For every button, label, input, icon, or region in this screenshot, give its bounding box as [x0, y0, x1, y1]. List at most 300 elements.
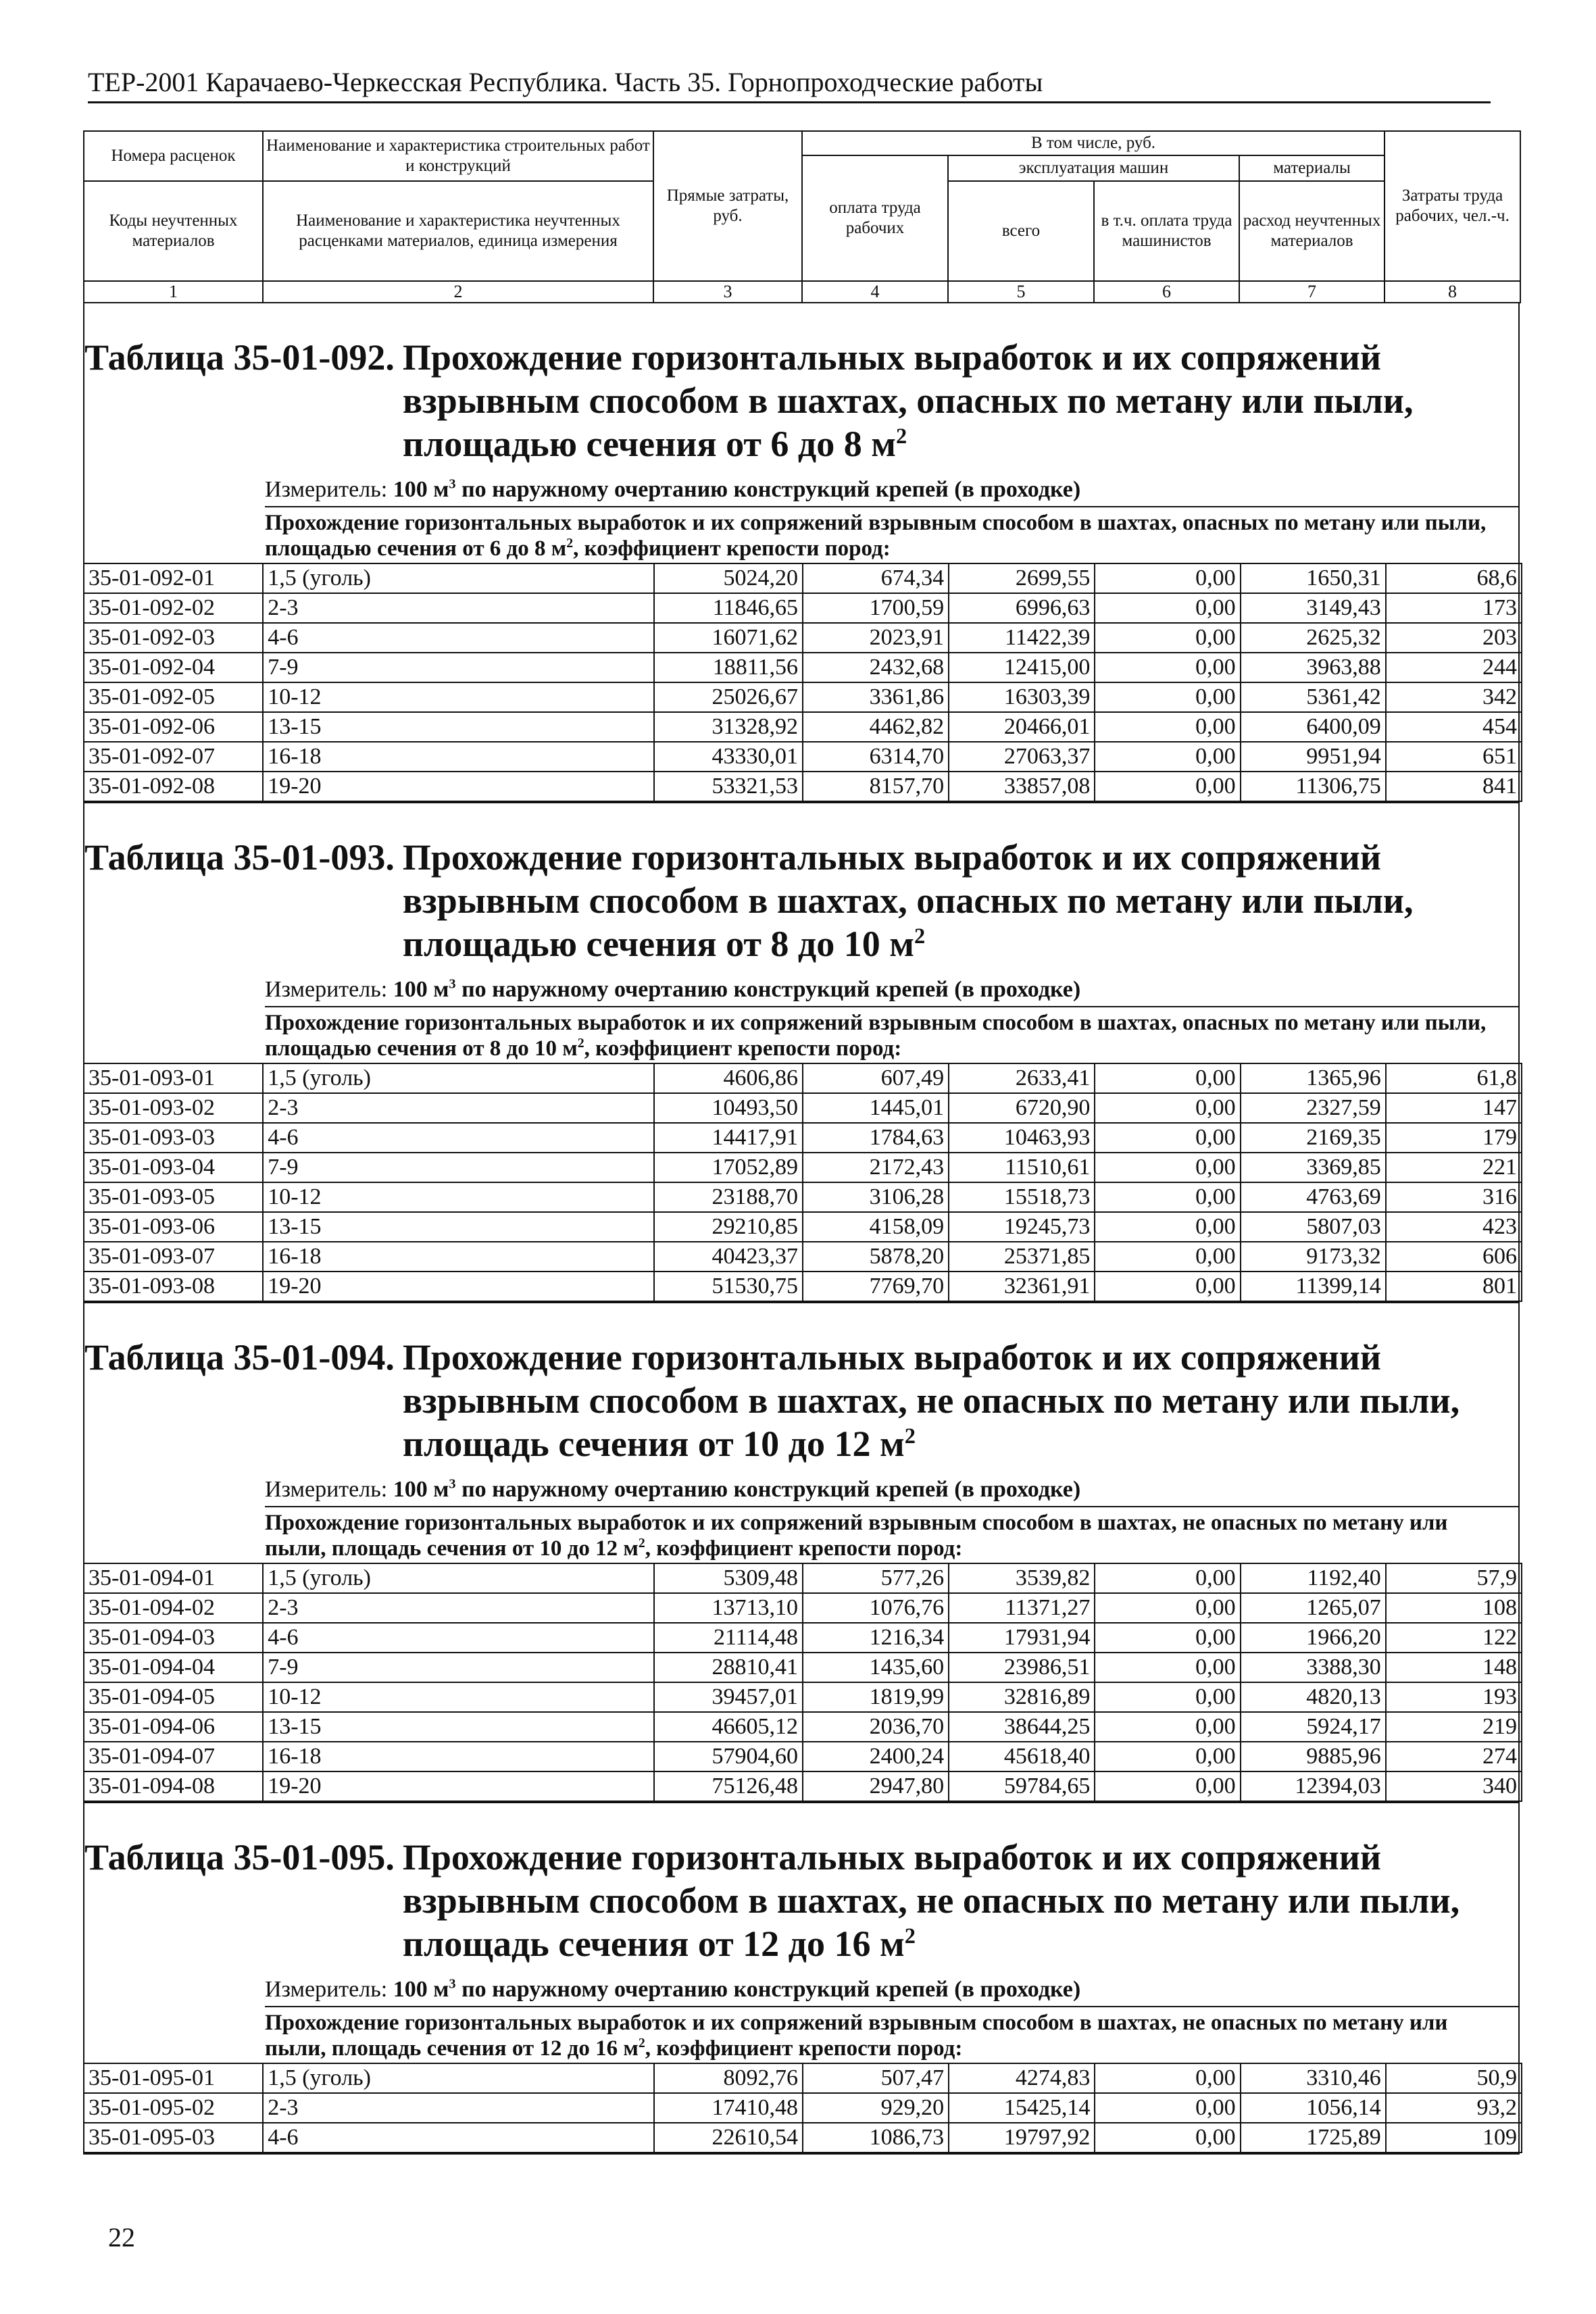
rock-hardness: 7-9 [263, 653, 654, 682]
value-cell: 18811,56 [654, 653, 803, 682]
col-header-machines: эксплуатация машин [948, 155, 1239, 181]
value-cell: 46605,12 [654, 1712, 803, 1742]
value-cell: 29210,85 [654, 1212, 803, 1242]
value-cell: 0,00 [1095, 712, 1240, 742]
rock-hardness: 2-3 [263, 2093, 654, 2123]
value-cell: 0,00 [1095, 682, 1240, 712]
value-cell: 6720,90 [949, 1093, 1095, 1123]
value-cell: 147 [1386, 1093, 1522, 1123]
value-cell: 6996,63 [949, 593, 1095, 623]
value-cell: 6400,09 [1241, 712, 1386, 742]
value-cell: 11422,39 [949, 623, 1095, 653]
table-row [84, 563, 1522, 593]
table-area: 8 до 10 $м^2$ [770, 924, 926, 964]
table-row [84, 1212, 1522, 1242]
value-cell: 0,00 [1095, 1712, 1240, 1742]
rock-hardness: 1,5 (уголь) [263, 2063, 654, 2093]
value-cell: 22610,54 [654, 2123, 803, 2153]
value-cell: 0,00 [1095, 1623, 1240, 1653]
value-cell: 10493,50 [654, 1093, 803, 1123]
value-cell: 340 [1386, 1771, 1522, 1801]
price-table-section [83, 1803, 1520, 2155]
rate-code: 35-01-092-07 [84, 742, 263, 772]
value-cell: 43330,01 [654, 742, 803, 772]
value-cell: 1265,07 [1241, 1593, 1386, 1623]
value-cell: 122 [1386, 1623, 1522, 1653]
value-cell: 21114,48 [654, 1623, 803, 1653]
value-cell: 61,8 [1386, 1063, 1522, 1093]
value-cell: 40423,37 [654, 1242, 803, 1272]
value-cell: 3106,28 [803, 1182, 949, 1212]
value-cell: 173 [1386, 593, 1522, 623]
value-cell: 0,00 [1095, 1093, 1240, 1123]
col-header-2-bottom: Наименование и характеристика неучтенных расценками материалов, единица измерения [263, 181, 653, 281]
value-cell: 57904,60 [654, 1742, 803, 1771]
price-table [83, 563, 1522, 802]
table-row [84, 742, 1522, 772]
value-cell: 0,00 [1095, 623, 1240, 653]
value-cell: 507,47 [803, 2063, 949, 2093]
rock-hardness: 1,5 (уголь) [263, 563, 654, 593]
value-cell: 2036,70 [803, 1712, 949, 1742]
rate-code: 35-01-093-02 [84, 1093, 263, 1123]
value-cell: 3369,85 [1241, 1153, 1386, 1182]
value-cell: 11846,65 [654, 593, 803, 623]
value-cell: 0,00 [1095, 1742, 1240, 1771]
col-header-1-bottom: Коды неучтенных материалов [84, 181, 263, 281]
col-header-6: в т.ч. оплата труда машинистов [1094, 181, 1239, 281]
value-cell: 4462,82 [803, 712, 949, 742]
value-cell: 39457,01 [654, 1682, 803, 1712]
table-number: Таблица 35-01-093. [84, 837, 395, 878]
col-number: 3 [653, 281, 802, 303]
value-cell: 607,49 [803, 1063, 949, 1093]
rock-hardness: 2-3 [263, 593, 654, 623]
value-cell: 606 [1386, 1242, 1522, 1272]
value-cell: 2699,55 [949, 563, 1095, 593]
rate-code: 35-01-092-05 [84, 682, 263, 712]
value-cell: 0,00 [1095, 742, 1240, 772]
value-cell: 19245,73 [949, 1212, 1095, 1242]
table-row [84, 2123, 1522, 2153]
value-cell: 674,34 [803, 563, 949, 593]
value-cell: 0,00 [1095, 1653, 1240, 1682]
table-number: Таблица 35-01-092. [84, 337, 395, 378]
value-cell: 2947,80 [803, 1771, 949, 1801]
table-title-text: Прохождение горизонтальных выработок и их сопряжений взрывным способом в шахтах, не опасных по метану или пыли, площадь сечения от 10 до 12 $м^2$ [402, 1337, 1460, 1464]
value-cell: 16071,62 [654, 623, 803, 653]
value-cell: 32816,89 [949, 1682, 1095, 1712]
value-cell: 0,00 [1095, 1563, 1240, 1593]
col-number: 4 [802, 281, 948, 303]
value-cell: 651 [1386, 742, 1522, 772]
value-cell: 2400,24 [803, 1742, 949, 1771]
value-cell: 1784,63 [803, 1123, 949, 1153]
rate-code: 35-01-092-08 [84, 772, 263, 801]
value-cell: 342 [1386, 682, 1522, 712]
price-tables [83, 303, 1520, 2155]
table-row [84, 1272, 1522, 1301]
value-cell: 13713,10 [654, 1593, 803, 1623]
table-area: 6 до 8 $м^2$ [770, 424, 907, 464]
rate-code: 35-01-093-07 [84, 1242, 263, 1272]
price-table [83, 1063, 1522, 1302]
rate-code: 35-01-095-01 [84, 2063, 263, 2093]
value-cell: 75126,48 [654, 1771, 803, 1801]
rate-code: 35-01-094-07 [84, 1742, 263, 1771]
value-cell: 1056,14 [1241, 2093, 1386, 2123]
value-cell: 9173,32 [1241, 1242, 1386, 1272]
table-row [84, 593, 1522, 623]
table-measure: Измеритель: 100 $м^3$ по наружному очертанию конструкций крепей (в проходке) [265, 1965, 1518, 2007]
value-cell: 108 [1386, 1593, 1522, 1623]
rock-hardness: 16-18 [263, 1242, 654, 1272]
col-header-2-top: Наименование и характеристика строительных работ и конструкций [263, 131, 653, 181]
rock-hardness: 16-18 [263, 1742, 654, 1771]
rate-code: 35-01-095-03 [84, 2123, 263, 2153]
value-cell: 0,00 [1095, 1153, 1240, 1182]
value-cell: 0,00 [1095, 653, 1240, 682]
value-cell: 19797,92 [949, 2123, 1095, 2153]
value-cell: 1819,99 [803, 1682, 949, 1712]
rate-code: 35-01-094-08 [84, 1771, 263, 1801]
value-cell: 1725,89 [1241, 2123, 1386, 2153]
value-cell: 17410,48 [654, 2093, 803, 2123]
value-cell: 3388,30 [1241, 1653, 1386, 1682]
rate-code: 35-01-092-04 [84, 653, 263, 682]
table-title [84, 303, 1518, 466]
value-cell: 31328,92 [654, 712, 803, 742]
value-cell: 1435,60 [803, 1653, 949, 1682]
value-cell: 454 [1386, 712, 1522, 742]
value-cell: 32361,91 [949, 1272, 1095, 1301]
value-cell: 841 [1386, 772, 1522, 801]
value-cell: 1445,01 [803, 1093, 949, 1123]
price-table [83, 2063, 1522, 2153]
rate-code: 35-01-092-03 [84, 623, 263, 653]
value-cell: 59784,65 [949, 1771, 1095, 1801]
rate-code: 35-01-093-04 [84, 1153, 263, 1182]
rate-code: 35-01-093-08 [84, 1272, 263, 1301]
rock-hardness: 4-6 [263, 623, 654, 653]
value-cell: 0,00 [1095, 1123, 1240, 1153]
document-body [83, 130, 1520, 2155]
value-cell: 1966,20 [1241, 1623, 1386, 1653]
table-title [84, 803, 1518, 965]
value-cell: 801 [1386, 1272, 1522, 1301]
value-cell: 1650,31 [1241, 563, 1386, 593]
table-row [84, 772, 1522, 801]
value-cell: 17931,94 [949, 1623, 1095, 1653]
col-header-8: Затраты труда рабочих, чел.-ч. [1385, 131, 1520, 281]
value-cell: 1365,96 [1241, 1063, 1386, 1093]
value-cell: 23188,70 [654, 1182, 803, 1212]
table-title-text: Прохождение горизонтальных выработок и их сопряжений взрывным способом в шахтах, опасных по метану или пыли, площадью сечения от 6 до 8 $м^2$ [402, 337, 1414, 464]
table-measure: Измеритель: 100 $м^3$ по наружному очертанию конструкций крепей (в проходке) [265, 1465, 1518, 1507]
value-cell: 193 [1386, 1682, 1522, 1712]
col-number: 6 [1094, 281, 1239, 303]
value-cell: 93,2 [1386, 2093, 1522, 2123]
rate-code: 35-01-094-05 [84, 1682, 263, 1712]
value-cell: 219 [1386, 1712, 1522, 1742]
table-row [84, 1682, 1522, 1712]
table-row [84, 1623, 1522, 1653]
value-cell: 2169,35 [1241, 1123, 1386, 1153]
rock-hardness: 4-6 [263, 1623, 654, 1653]
value-cell: 316 [1386, 1182, 1522, 1212]
rock-hardness: 13-15 [263, 1712, 654, 1742]
table-row [84, 1063, 1522, 1093]
rock-hardness: 7-9 [263, 1653, 654, 1682]
table-row [84, 1182, 1522, 1212]
table-measure: Измеритель: 100 $м^3$ по наружному очертанию конструкций крепей (в проходке) [265, 466, 1518, 507]
value-cell: 11510,61 [949, 1153, 1095, 1182]
value-cell: 17052,89 [654, 1153, 803, 1182]
table-row [84, 682, 1522, 712]
table-title [84, 1803, 1518, 1965]
table-title [84, 1303, 1518, 1465]
value-cell: 0,00 [1095, 1682, 1240, 1712]
table-title-text: Прохождение горизонтальных выработок и их сопряжений взрывным способом в шахтах, опасных по метану или пыли, площадью сечения от 8 до 10 $м^2$ [402, 837, 1414, 964]
value-cell: 8092,76 [654, 2063, 803, 2093]
value-cell: 4274,83 [949, 2063, 1095, 2093]
value-cell: 179 [1386, 1123, 1522, 1153]
table-subheading: Прохождение горизонтальных выработок и их сопряжений взрывным способом в шахтах, не опасных по метану или пыли, площадь сечения от 10 до 12 $м^2$, коэффициент крепости пород: [265, 1511, 1448, 1561]
rate-code: 35-01-092-06 [84, 712, 263, 742]
table-row [84, 1242, 1522, 1272]
col-header-incl: В том числе, руб. [802, 131, 1385, 155]
value-cell: 25026,67 [654, 682, 803, 712]
rock-hardness: 16-18 [263, 742, 654, 772]
value-cell: 2625,32 [1241, 623, 1386, 653]
rock-hardness: 2-3 [263, 1593, 654, 1623]
value-cell: 0,00 [1095, 1182, 1240, 1212]
table-row [84, 1593, 1522, 1623]
table-row [84, 1653, 1522, 1682]
value-cell: 1216,34 [803, 1623, 949, 1653]
col-header-4: оплата труда рабочих [802, 155, 948, 281]
value-cell: 11306,75 [1241, 772, 1386, 801]
rate-code: 35-01-093-06 [84, 1212, 263, 1242]
price-table-section [83, 1303, 1520, 1803]
rate-code: 35-01-092-02 [84, 593, 263, 623]
value-cell: 4820,13 [1241, 1682, 1386, 1712]
rate-code: 35-01-095-02 [84, 2093, 263, 2123]
table-row [84, 1742, 1522, 1771]
rate-code: 35-01-094-03 [84, 1623, 263, 1653]
value-cell: 1700,59 [803, 593, 949, 623]
value-cell: 3539,82 [949, 1563, 1095, 1593]
value-cell: 23986,51 [949, 1653, 1095, 1682]
value-cell: 1076,76 [803, 1593, 949, 1623]
rock-hardness: 2-3 [263, 1093, 654, 1123]
col-number: 1 [84, 281, 263, 303]
rate-code: 35-01-094-02 [84, 1593, 263, 1623]
value-cell: 221 [1386, 1153, 1522, 1182]
price-table [83, 1563, 1522, 1802]
value-cell: 45618,40 [949, 1742, 1095, 1771]
column-header-table [83, 130, 1521, 303]
col-header-5: всего [948, 181, 1094, 281]
value-cell: 2432,68 [803, 653, 949, 682]
value-cell: 12394,03 [1241, 1771, 1386, 1801]
value-cell: 244 [1386, 653, 1522, 682]
value-cell: 2633,41 [949, 1063, 1095, 1093]
value-cell: 11399,14 [1241, 1272, 1386, 1301]
value-cell: 0,00 [1095, 1593, 1240, 1623]
page-number: 22 [108, 2222, 135, 2253]
table-row [84, 712, 1522, 742]
value-cell: 38644,25 [949, 1712, 1095, 1742]
value-cell: 5878,20 [803, 1242, 949, 1272]
value-cell: 50,9 [1386, 2063, 1522, 2093]
value-cell: 3310,46 [1241, 2063, 1386, 2093]
col-number: 7 [1239, 281, 1385, 303]
value-cell: 4158,09 [803, 1212, 949, 1242]
page-header: ТЕР-2001 Карачаево-Черкесская Республика. Часть 35. Горнопроходческие работы [88, 66, 1491, 103]
value-cell: 0,00 [1095, 593, 1240, 623]
value-cell: 4606,86 [654, 1063, 803, 1093]
value-cell: 3963,88 [1241, 653, 1386, 682]
rock-hardness: 1,5 (уголь) [263, 1063, 654, 1093]
table-row [84, 1712, 1522, 1742]
value-cell: 51530,75 [654, 1272, 803, 1301]
rate-code: 35-01-094-04 [84, 1653, 263, 1682]
value-cell: 0,00 [1095, 1272, 1240, 1301]
value-cell: 0,00 [1095, 1771, 1240, 1801]
value-cell: 5024,20 [654, 563, 803, 593]
table-subheading: Прохождение горизонтальных выработок и их сопряжений взрывным способом в шахтах, опасных по метану или пыли, площадью сечения от 6 до 8 $м^2$, коэффициент крепости пород: [265, 511, 1487, 561]
value-cell: 0,00 [1095, 772, 1240, 801]
value-cell: 109 [1386, 2123, 1522, 2153]
value-cell: 0,00 [1095, 1212, 1240, 1242]
price-table-section [83, 803, 1520, 1303]
table-row [84, 1123, 1522, 1153]
value-cell: 27063,37 [949, 742, 1095, 772]
col-header-3: Прямые затраты, руб. [653, 131, 802, 281]
value-cell: 16303,39 [949, 682, 1095, 712]
value-cell: 7769,70 [803, 1272, 949, 1301]
value-cell: 9885,96 [1241, 1742, 1386, 1771]
rate-code: 35-01-094-01 [84, 1563, 263, 1593]
value-cell: 0,00 [1095, 2093, 1240, 2123]
col-header-materials: материалы [1239, 155, 1385, 181]
col-number: 2 [263, 281, 653, 303]
table-title-text: Прохождение горизонтальных выработок и их сопряжений взрывным способом в шахтах, не опасных по метану или пыли, площадь сечения от 12 до 16 $м^2$ [402, 1837, 1460, 1964]
table-subheading: Прохождение горизонтальных выработок и их сопряжений взрывным способом в шахтах, не опасных по метану или пыли, площадь сечения от 12 до 16 $м^2$, коэффициент крепости пород: [265, 2011, 1448, 2061]
value-cell: 5361,42 [1241, 682, 1386, 712]
table-row [84, 1563, 1522, 1593]
value-cell: 203 [1386, 623, 1522, 653]
rock-hardness: 4-6 [263, 1123, 654, 1153]
value-cell: 0,00 [1095, 1242, 1240, 1272]
rock-hardness: 13-15 [263, 1212, 654, 1242]
table-row [84, 2093, 1522, 2123]
table-subheading: Прохождение горизонтальных выработок и их сопряжений взрывным способом в шахтах, опасных по метану или пыли, площадью сечения от 8 до 10 $м^2$, коэффициент крепости пород: [265, 1011, 1487, 1061]
value-cell: 15425,14 [949, 2093, 1095, 2123]
rock-hardness: 10-12 [263, 1682, 654, 1712]
rock-hardness: 19-20 [263, 1771, 654, 1801]
table-row [84, 1153, 1522, 1182]
value-cell: 11371,27 [949, 1593, 1095, 1623]
value-cell: 0,00 [1095, 1063, 1240, 1093]
value-cell: 5924,17 [1241, 1712, 1386, 1742]
value-cell: 1086,73 [803, 2123, 949, 2153]
value-cell: 53321,53 [654, 772, 803, 801]
value-cell: 25371,85 [949, 1242, 1095, 1272]
rate-code: 35-01-093-03 [84, 1123, 263, 1153]
table-measure: Измеритель: 100 $м^3$ по наружному очертанию конструкций крепей (в проходке) [265, 965, 1518, 1007]
value-cell: 68,6 [1386, 563, 1522, 593]
value-cell: 8157,70 [803, 772, 949, 801]
value-cell: 148 [1386, 1653, 1522, 1682]
table-row [84, 623, 1522, 653]
col-number: 8 [1385, 281, 1520, 303]
rock-hardness: 7-9 [263, 1153, 654, 1182]
value-cell: 12415,00 [949, 653, 1095, 682]
table-area: от 12 до 16 $м^2$ [697, 1923, 916, 1964]
table-row [84, 1771, 1522, 1801]
value-cell: 2327,59 [1241, 1093, 1386, 1123]
rate-code: 35-01-093-05 [84, 1182, 263, 1212]
value-cell: 15518,73 [949, 1182, 1095, 1212]
rock-hardness: 4-6 [263, 2123, 654, 2153]
table-number: Таблица 35-01-094. [84, 1337, 395, 1378]
value-cell: 2172,43 [803, 1153, 949, 1182]
table-number: Таблица 35-01-095. [84, 1837, 395, 1878]
table-row [84, 653, 1522, 682]
value-cell: 5807,03 [1241, 1212, 1386, 1242]
value-cell: 2023,91 [803, 623, 949, 653]
value-cell: 0,00 [1095, 2123, 1240, 2153]
value-cell: 0,00 [1095, 563, 1240, 593]
value-cell: 20466,01 [949, 712, 1095, 742]
value-cell: 6314,70 [803, 742, 949, 772]
price-table-section [83, 303, 1520, 803]
value-cell: 14417,91 [654, 1123, 803, 1153]
value-cell: 33857,08 [949, 772, 1095, 801]
rock-hardness: 10-12 [263, 682, 654, 712]
value-cell: 3361,86 [803, 682, 949, 712]
rock-hardness: 19-20 [263, 772, 654, 801]
value-cell: 423 [1386, 1212, 1522, 1242]
value-cell: 5309,48 [654, 1563, 803, 1593]
table-row [84, 1093, 1522, 1123]
rock-hardness: 13-15 [263, 712, 654, 742]
col-number: 5 [948, 281, 1094, 303]
rock-hardness: 1,5 (уголь) [263, 1563, 654, 1593]
table-area: от 10 до 12 $м^2$ [697, 1424, 916, 1464]
rock-hardness: 10-12 [263, 1182, 654, 1212]
col-header-7: расход неучтенных материалов [1239, 181, 1385, 281]
rate-code: 35-01-093-01 [84, 1063, 263, 1093]
table-row [84, 2063, 1522, 2093]
value-cell: 577,26 [803, 1563, 949, 1593]
value-cell: 28810,41 [654, 1653, 803, 1682]
value-cell: 274 [1386, 1742, 1522, 1771]
col-header-1-top: Номера расценок [84, 131, 263, 181]
rate-code: 35-01-092-01 [84, 563, 263, 593]
value-cell: 0,00 [1095, 2063, 1240, 2093]
value-cell: 57,9 [1386, 1563, 1522, 1593]
value-cell: 3149,43 [1241, 593, 1386, 623]
rock-hardness: 19-20 [263, 1272, 654, 1301]
rate-code: 35-01-094-06 [84, 1712, 263, 1742]
value-cell: 1192,40 [1241, 1563, 1386, 1593]
value-cell: 929,20 [803, 2093, 949, 2123]
value-cell: 10463,93 [949, 1123, 1095, 1153]
value-cell: 9951,94 [1241, 742, 1386, 772]
